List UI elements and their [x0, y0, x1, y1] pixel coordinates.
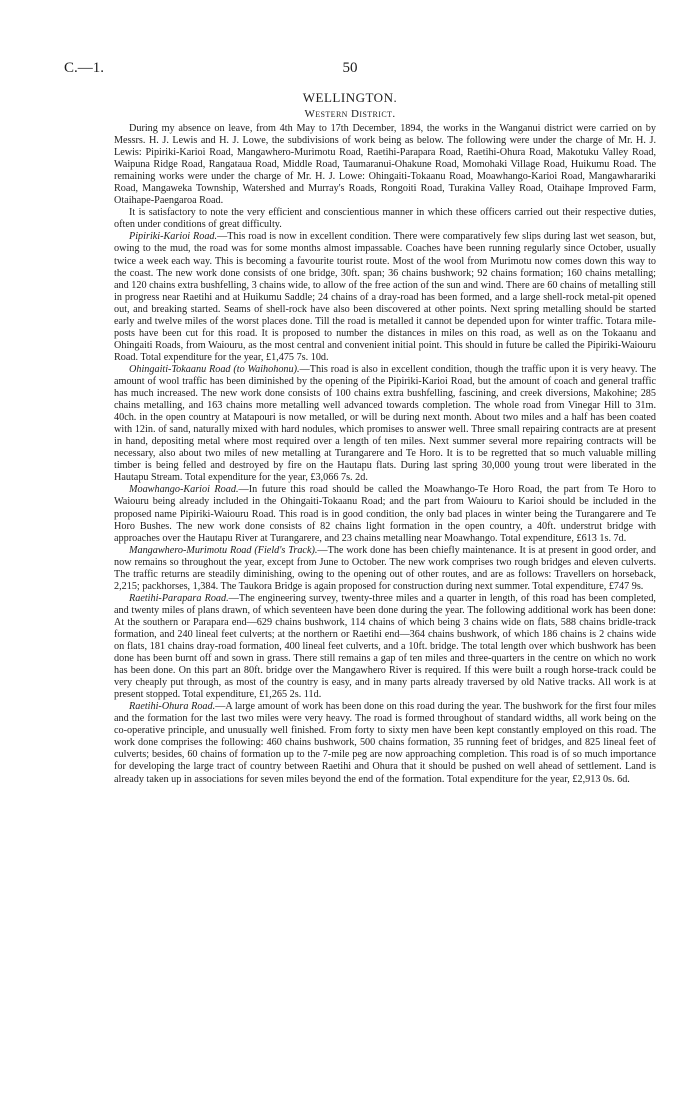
paragraph-text: It is satisfactory to note the very efficient and conscientious manner in which these officers carried out their respective duties, often under conditions of great difficulty.	[114, 207, 656, 231]
paragraph-raetihi-parapara	[114, 593, 656, 701]
paragraph-heading: Raetihi-Ohura Road.	[129, 701, 216, 713]
paragraph-text: —The work done has been chiefly maintenance. It is at present in good order, and now remains so throughout the year, except from June to October. The new work comprises two rough bridges and eleven culverts. The traffic returns are steadily diminishing, owing to the opening out of other routes, and are as follows: Travellers on horseback, 2,215; packhorses, 1,384. The Taukora Bridge is again proposed for construction during next summer. Total expenditure, £747 9s.	[114, 544, 657, 592]
paragraph-heading: Pipiriki-Karioi Road.	[129, 231, 218, 243]
paragraph-heading: Raetihi-Parapara Road.	[129, 592, 229, 604]
paragraph-heading: Moawhango-Karioi Road.	[129, 484, 239, 496]
section-subtitle: Western District.	[304, 108, 396, 120]
report-body	[114, 123, 656, 786]
paragraph-text: —The engineering survey, twenty-three miles and a quarter in length, of this road has been completed, and twenty miles of plans drawn, of which seventeen have been done during the year. The following additional work has been done: At the southern or Parapara end—629 chains bushwork, 114 chains of which being 3 chains wide on flats, 588 chains bridle-track formation, and 240 lineal feet culverts; at the northern or Raetihi end—364 chains bushwork, of which 186 chains is 2 chains wide on flats, 181 chains dray-road formation, 400 lineal feet culverts, and a 10ft. bridge. The total length over which bushwork has been done has been burnt off and sown in grass. There still remains a gap of ten miles and three-quarters in the centre on which no work has been done. On this part an 80ft. bridge over the Mangawhero River is required. If this were built a rough horse-track could be very cheaply put through, as most of the country is easy, and in many parts already traversed by old Native tracks. All work is at present stopped. Total expenditure, £1,265 2s. 11d.	[114, 592, 656, 701]
paragraph-heading: Mangawhero-Murimotu Road (Field's Track).	[129, 544, 318, 556]
paragraph-mangawhero-murimotu	[114, 545, 656, 593]
paragraph-ohingaiti-tokaanu	[114, 364, 656, 484]
section-title: WELLINGTON.	[302, 90, 398, 105]
paragraph-pipiriki-karioi	[114, 231, 656, 364]
paragraph-raetihi-ohura	[114, 701, 656, 785]
paragraph-moawhango-karioi	[114, 484, 656, 544]
paragraph-heading: Ohingaiti-Tokaanu Road (to Waihohonu).	[129, 363, 300, 375]
paragraph-text: —A large amount of work has been done on this road during the year. The bushwork for the first four miles and the formation for the last two miles were very heavy. The road is formed throughout of standard widths, all work being on the co-operative principle, and unusually well finished. From forty to sixty men have been kept constantly employed on this road. The work done comprises the following: 460 chains bushwork, 500 chains formation, 35 running feet of bridges, and 825 lineal feet of culverts; besides, 60 chains of formation up to the 7-mile peg are now approaching completion. This road is of so much importance for developing the large tract of country between Raetihi and Ohura that it should be pushed on well ahead of settlement. Land is already taken up in associations for seven miles beyond the end of the formation. Total expenditure for the year, £2,913 0s. 6d.	[114, 701, 656, 785]
document-reference: C.—1.	[64, 60, 105, 76]
paragraph-officers	[114, 207, 656, 231]
page-number: 50	[342, 60, 358, 76]
paragraph-intro	[114, 123, 656, 207]
paragraph-text: —In future this road should be called the Moawhango-Te Horo Road, the part from Te Horo to Waiouru being already included in the Ohingaiti-Tokaanu Road; and the part from Waiouru to Karioi should be included in the proposed name Pipiriki-Waiouru Road. This road is in good condition, the only bad places in winter being the Turangarere and Te Horo Bushes. The new work done consists of 82 chains light formation in the open country, a 40ft. understrut bridge with approaches over the Hautapu River at Turangarere, and 23 chains metalling near Moawhango. Total expenditure, £613 1s. 7d.	[114, 484, 656, 544]
paragraph-text: —This road is also in excellent condition, though the traffic upon it is very heavy. The amount of wool traffic has been diminished by the opening of the Pipiriki-Karioi Road, but the amount of coach and general traffic has much increased. The new work done consists of 100 chains extra bushfelling, fascining, and creek diversions, Makohine; 285 chains metalling, and 163 chains more metalling well advanced towards completion. The whole road from Vinegar Hill to 31m. 40ch. in the open country at Matapouri is now metalled, or will be during next month. About two miles and a half has been coated with 12in. of sand, naturally mixed with hard nodules, which promises to answer well. Three small repairing contracts are at present in hand, depositing metal where most required over a length of ten miles. Next summer several more repairing contracts will be necessary, also about two miles of new metalling at Turangarere and Te Horo. It is to be regretted that so much valuable milling timber is being felled and destroyed by fire on the Hautapu flats. During last spring 30,000 young trout were liberated in the Hautapu Stream. Total expenditure for the year, £3,066 7s. 2d.	[114, 363, 656, 484]
paragraph-text: —This road is now in excellent condition. There were comparatively few slips during last wet season, but, owing to the mud, the road was for some months almost impassable. Coaches have been running regularly since October, usually twice a week each way. This is becoming a favourite tourist route. Most of the wool from Murimotu now comes down this way to the coast. The new work done consists of one bridge, 30ft. span; 36 chains bushwork; 92 chains formation; 160 chains metalling; and 120 chains extra bushfelling, 3 chains wide, to allow of the free action of the sun and wind. There are 60 chains of metalling still in progress near Raetihi and at Huikumu Saddle; 24 chains of a dray-road has been formed, and a large shell-rock metal-pit opened out, and breaking started. Seams of shell-rock have also been discovered at other points. Next spring metalling should be started early and twelve miles of the worst places done. Till the road is metalled it cannot be depended upon for winter traffic. Totara mile-posts have been cut for this road. It is proposed to number the distances in miles on this road, as well as on the Tokaanu and Ohingaiti Roads, from Waiouru, as the most central and convenient initial point. This should in future be called the Pipiriki-Waiouru Road. Total expenditure for the year, £1,475 7s. 10d.	[114, 231, 656, 363]
paragraph-text: During my absence on leave, from 4th May to 17th December, 1894, the works in the Wanganui district were carried on by Messrs. H. J. Lewis and H. J. Lowe, the subdivisions of work being as below. The following were under the charge of Mr. H. J. Lewis: Pipiriki-Karioi Road, Mangawhero-Murimotu Road, Raetihi-Parapara Road, Raetihi-Ohura Road, Makotuku Valley Road, Waipuna Ridge Road, Rangataua Road, Middle Road, Taumaranui-Ohakune Road, Momohaki Village Road, Huikumu Road. The remaining works were under the charge of Mr. H. J. Lowe: Ohingaiti-Tokaanu Road, Moawhango-Karioi Road, Mangawharariki Road, Mangaweka Township, Watershed and Murray's Roads, Rongoiti Road, Turakina Valley Road, Otaihape Improved Farm, Otaihape-Paengaroa Road.	[114, 123, 656, 207]
